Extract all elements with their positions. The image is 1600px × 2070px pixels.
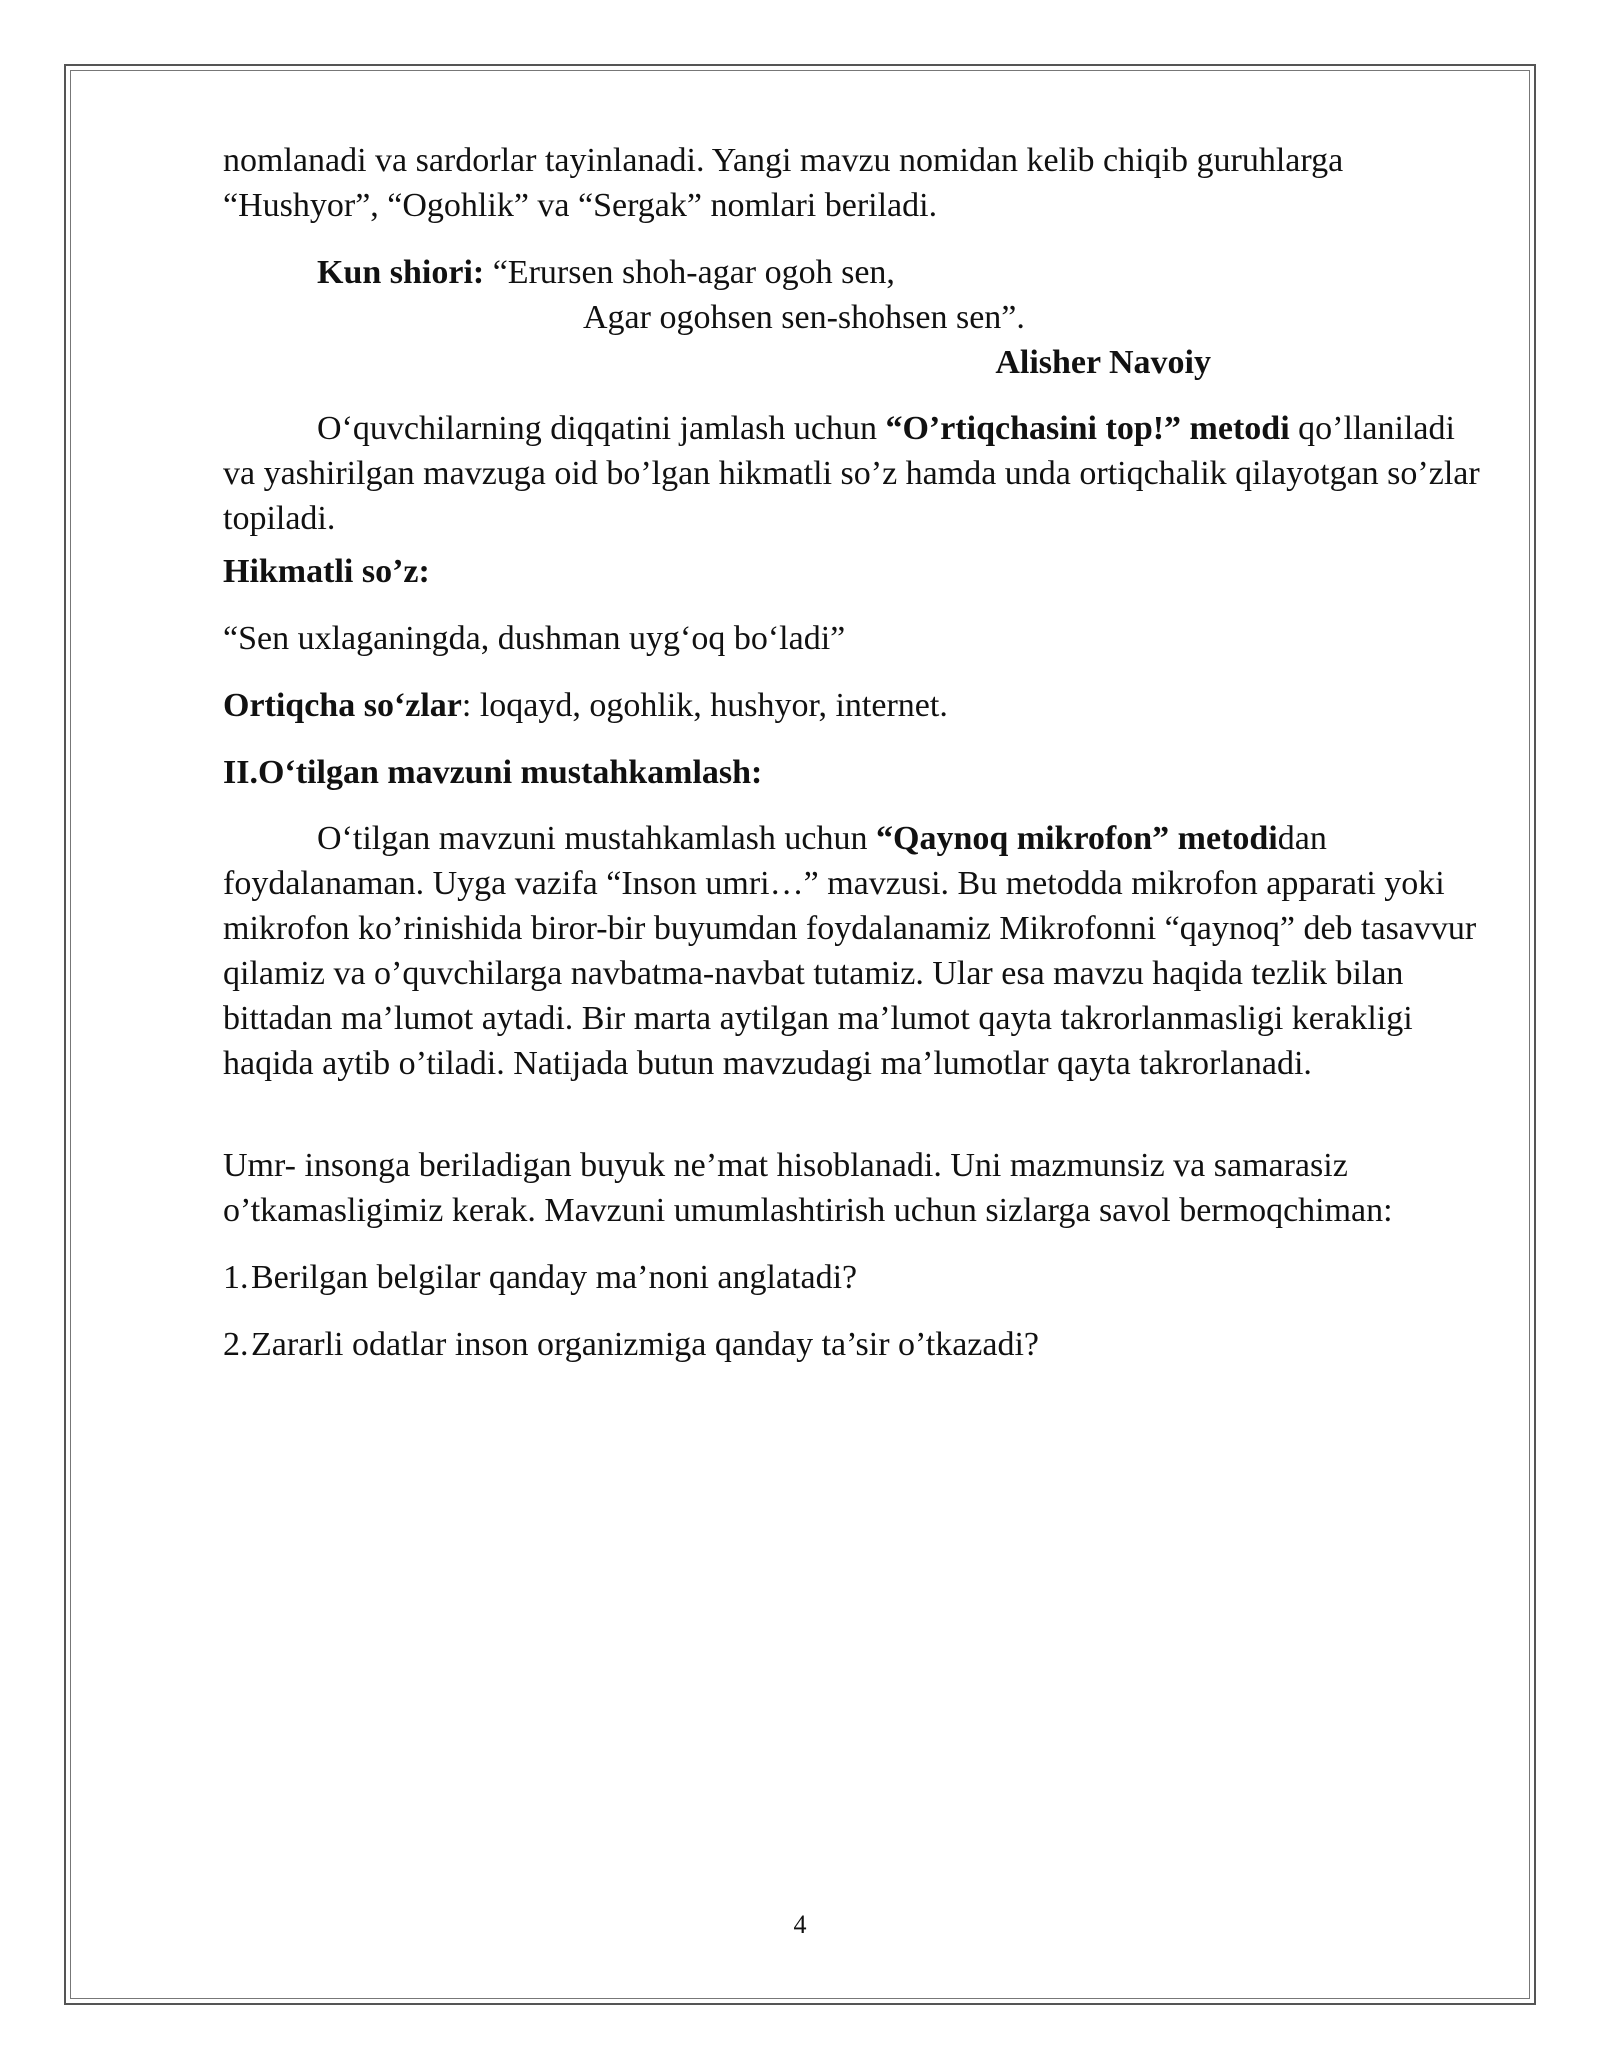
paragraph-method-2-text-a: O‘tilgan mavzuni mustahkamlash uchun [317,820,876,857]
question-number: 1. [223,1259,249,1296]
page-number: 4 [793,1910,807,1939]
question-text: Berilgan belgilar qanday ma’noni anglatadi? [251,1259,858,1296]
page-content [223,138,1483,1367]
paragraph-intro-line2: “Hushyor”, “Ogohlik” va “Sergak” nomlari beriladi. [223,187,938,224]
method-name-2: “Qaynoq mikrofon” metodi [876,820,1278,857]
paragraph-method-2 [223,816,1483,1086]
blank-line [223,1086,1483,1143]
motto-line2: Agar ogohsen sen-shohsen sen”. [583,299,1025,336]
paragraph-method-1-text-a: O‘quvchilarning diqqatini jamlash uchun [317,410,886,447]
paragraph-method-1 [223,406,1483,541]
question-item [223,1255,1483,1300]
extra-words-label: Ortiqcha so‘zlar [223,687,462,724]
paragraph-method-1-text-b: qo’llaniladi va yashirilgan mavzuga oid bo’lgan hikmatli so’z hamda unda ortiqchalik qilayotgan so’zlar topiladi. [223,410,1480,537]
section-heading: II.O‘tilgan mavzuni mustahkamlash: [223,754,763,791]
motto-text1: “Erursen shoh-agar ogoh sen, [484,254,895,291]
wisdom-quote: “Sen uxlaganingda, dushman uyg‘oq bo‘ladi” [223,620,846,657]
motto-label: Kun shiori: [317,254,485,291]
question-number: 2. [223,1326,249,1363]
extra-words [223,683,1483,728]
motto-author: Alisher Navoiy [995,344,1211,381]
paragraph-summary: Umr- insonga beriladigan buyuk ne’mat hisoblanadi. Uni mazmunsiz va samarasiz o’tkamasligimiz kerak. Mavzuni umumlashtirish uchun sizlarga savol bermoqchiman: [223,1147,1393,1229]
paragraph-intro-line1: nomlanadi va sardorlar tayinlanadi. Yangi mavzu nomidan kelib chiqib guruhlarga [223,142,1344,179]
question-item [223,1322,1483,1367]
wisdom-heading: Hikmatli so’z: [223,553,430,590]
paragraph-method-2-text-b: dan foydalanaman. Uyga vazifa “Inson umri…” mavzusi. Bu metodda mikrofon apparati yoki mikrofon ko’rinishida biror-bir buyumdan foydalanamiz Mikrofonni “qaynoq” deb tasavvur qilamiz va o’quvchilarga navbatma-navbat tutamiz. Ular esa mavzu haqida tezlik bilan bittadan ma’lumot aytadi. Bir marta aytilgan ma’lumot qayta takrorlanmasligi kerakligi haqida aytib o’tiladi. Natijada butun mavzudagi ma’lumotlar qayta takrorlanadi. [223,820,1477,1082]
paragraph-intro [223,138,1483,228]
motto-line1 [317,250,1483,295]
motto-block [223,250,1483,340]
extra-words-text: : loqayd, ogohlik, hushyor, internet. [461,687,948,724]
method-name-1: “O’rtiqchasini top!” metodi [885,410,1290,447]
question-text: Zararli odatlar inson organizmiga qanday ta’sir o’tkazadi? [251,1326,1040,1363]
